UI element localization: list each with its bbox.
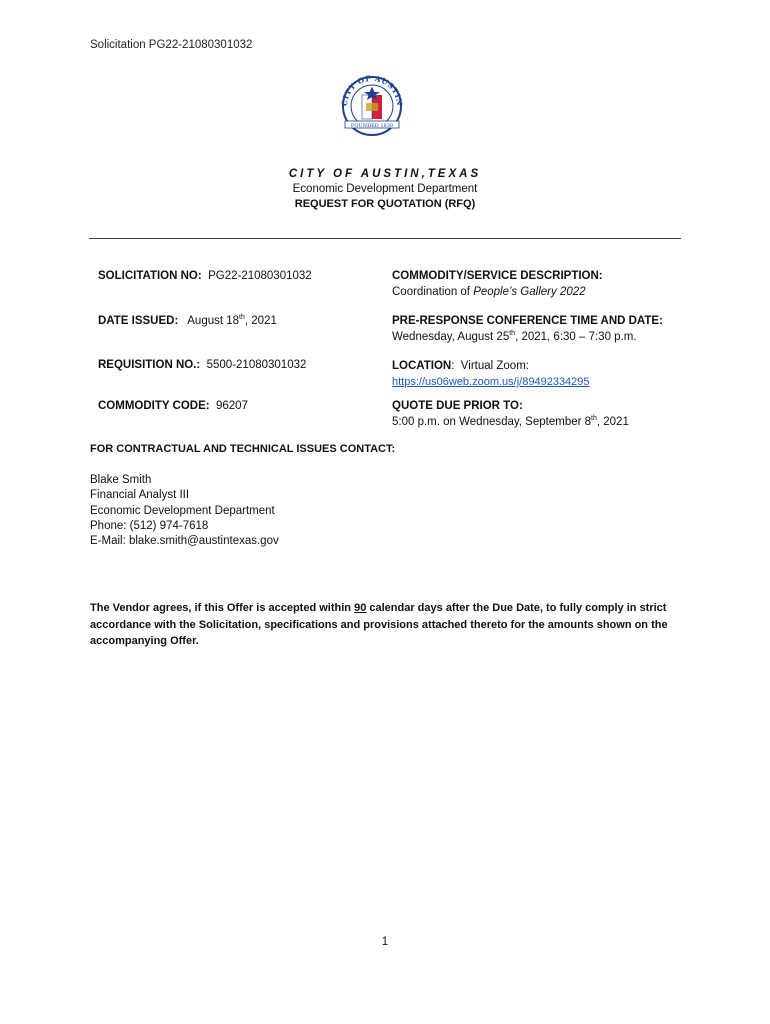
commodity-description-field: COMMODITY/SERVICE DESCRIPTION: Coordination of People’s Gallery 2022 <box>392 270 603 298</box>
contact-block <box>90 473 279 549</box>
page-header-solicitation: Solicitation PG22-21080301032 <box>90 39 253 51</box>
quote-due-field: QUOTE DUE PRIOR TO: 5:00 p.m. on Wednesday, September 8th, 2021 <box>392 400 629 428</box>
contact-heading: FOR CONTRACTUAL AND TECHNICAL ISSUES CONTACT: <box>90 443 396 455</box>
contact-email: E-Mail: blake.smith@austintexas.gov <box>90 535 279 548</box>
city-title: CITY OF AUSTIN,TEXAS <box>288 168 482 180</box>
horizontal-divider <box>89 238 681 239</box>
zoom-link[interactable]: https://us06web.zoom.us/j/89492334295 <box>392 376 590 388</box>
svg-text:FOUNDED 1839: FOUNDED 1839 <box>350 123 394 129</box>
department-title: Economic Development Department <box>292 183 478 195</box>
svg-text:CITY OF AUSTIN: CITY OF AUSTIN <box>339 73 405 107</box>
requisition-no-field: REQUISITION NO.: 5500-21080301032 <box>98 359 307 371</box>
contact-role: Financial Analyst III <box>90 489 190 502</box>
contact-phone: Phone: (512) 974-7618 <box>90 519 209 532</box>
city-of-austin-seal-icon <box>333 73 411 137</box>
solicitation-no-field: SOLICITATION NO: PG22-21080301032 <box>98 270 312 282</box>
contact-department: Economic Development Department <box>90 504 275 517</box>
page-number: 1 <box>381 936 389 948</box>
contact-name: Blake Smith <box>90 474 152 486</box>
pre-response-conference-field: PRE-RESPONSE CONFERENCE TIME AND DATE: Wednesday, August 25th, 2021, 6:30 – 7:30 p.m. <box>392 315 663 343</box>
document-title: REQUEST FOR QUOTATION (RFQ) <box>294 198 476 210</box>
location-field: LOCATION: Virtual Zoom: https://us06web.zoom.us/j/89492334295 <box>392 360 590 388</box>
date-issued-field: DATE ISSUED: August 18th, 2021 <box>98 314 277 327</box>
commodity-code-field: COMMODITY CODE: 96207 <box>98 400 248 412</box>
vendor-agreement-paragraph: The Vendor agrees, if this Offer is accepted within 90 calendar days after the Due Date, to fully comply in strict accordance with the Solicitation, specifications and provisions attached thereto for the amounts shown on the accompanying Offer. <box>90 602 668 647</box>
